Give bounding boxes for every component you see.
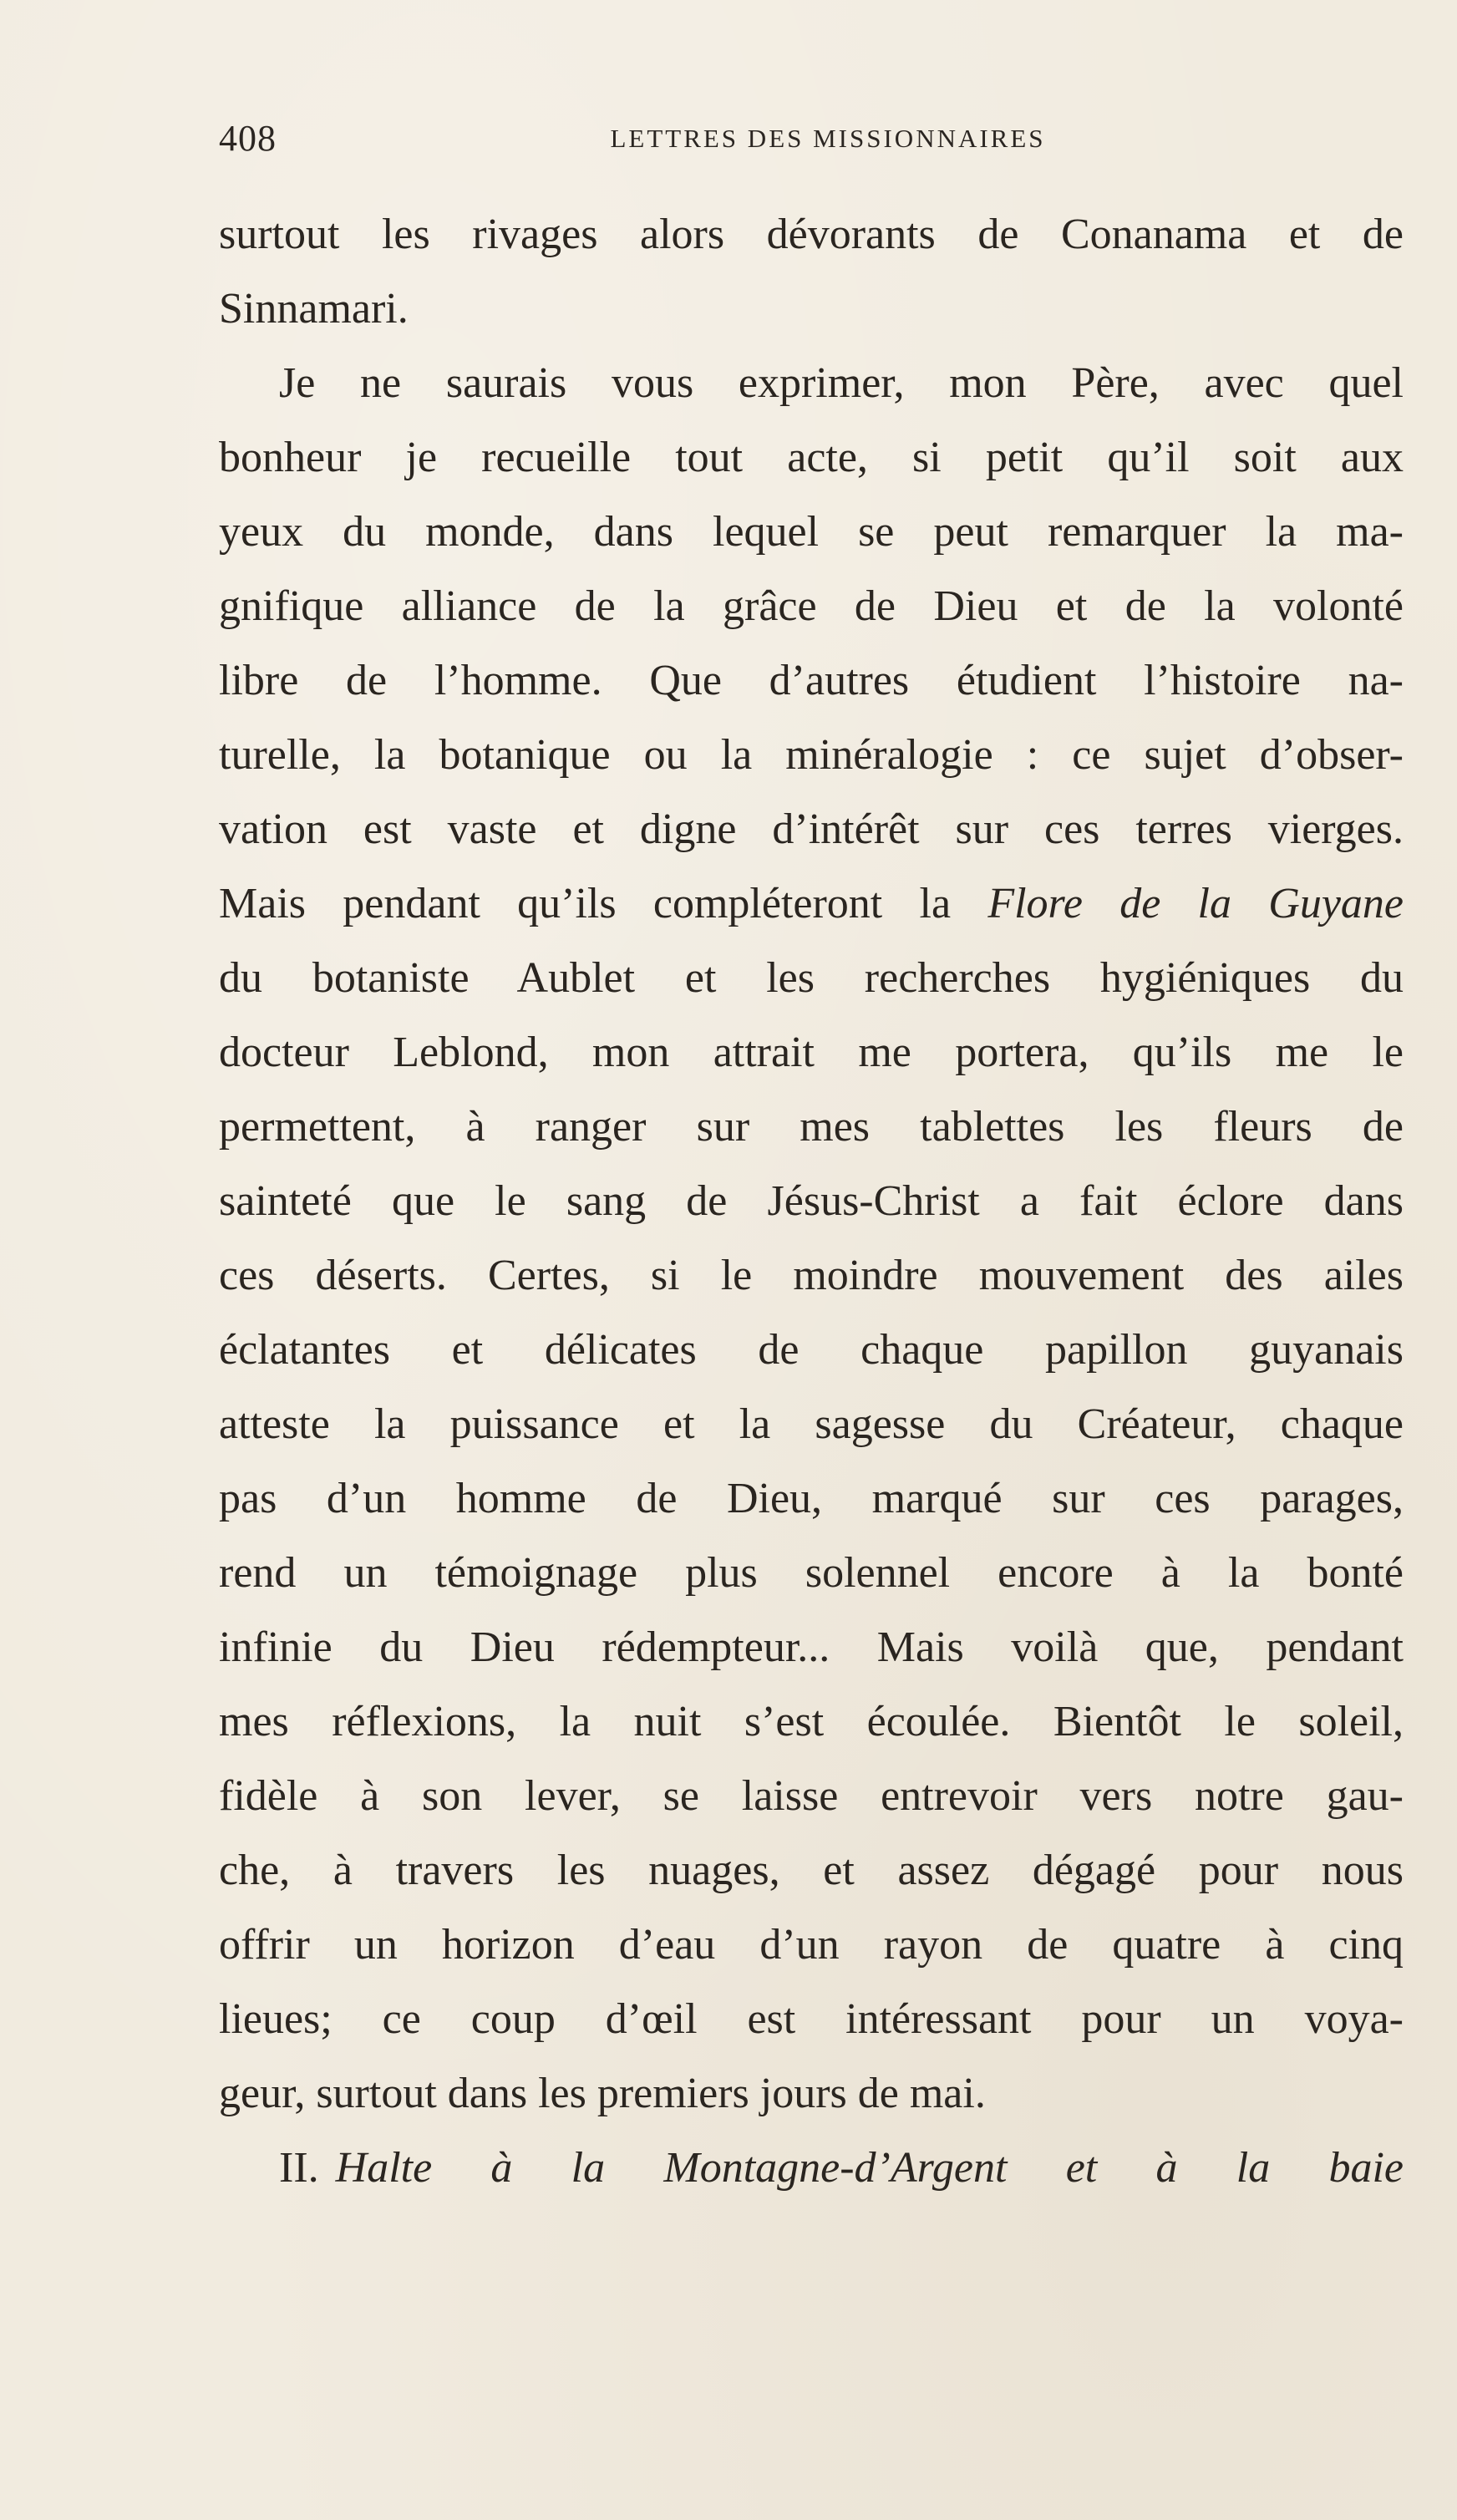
- text-line: vation est vaste et digne d’intérêt sur ces terres vierges.: [219, 805, 1404, 853]
- page-number: 408: [219, 118, 277, 159]
- page-header: [219, 117, 1404, 167]
- text-line: lieues; ce coup d’œil est intéressant pour un voya-: [219, 1995, 1404, 2043]
- text-line: ces déserts. Certes, si le moindre mouvement des ailes: [219, 1252, 1404, 1299]
- body-text: [219, 197, 1404, 2205]
- text-line: yeux du monde, dans lequel se peut remarquer la ma-: [219, 508, 1404, 556]
- text-line: Je ne saurais vous exprimer, mon Père, avec quel: [279, 359, 1404, 407]
- text-line: bonheur je recueille tout acte, si petit qu’il soit aux: [219, 434, 1404, 481]
- running-title: LETTRES DES MISSIONNAIRES: [610, 124, 1046, 153]
- text-line: libre de l’homme. Que d’autres étudient l’histoire na-: [219, 657, 1404, 704]
- text-line: [219, 866, 1404, 941]
- text-line: surtout les rivages alors dévorants de Conanama et de: [219, 211, 1404, 258]
- text-line: pas d’un homme de Dieu, marqué sur ces parages,: [219, 1475, 1404, 1522]
- text-line: gnifique alliance de la grâce de Dieu et de la volonté: [219, 582, 1404, 630]
- text-line: offrir un horizon d’eau d’un rayon de quatre à cinq: [219, 1921, 1404, 1969]
- text-line: du botaniste Aublet et les recherches hygiéniques du: [219, 954, 1404, 1002]
- text-line: mes réflexions, la nuit s’est écoulée. Bientôt le soleil,: [219, 1698, 1404, 1745]
- text-line: infinie du Dieu rédempteur... Mais voilà que, pendant: [219, 1623, 1404, 1671]
- section-heading: [219, 2131, 1404, 2205]
- text-line: rend un témoignage plus solennel encore à la bonté: [219, 1549, 1404, 1597]
- text-segment: Mais pendant qu’ils compléteront la: [219, 880, 988, 927]
- section-title: Halte à la Montagne-d’Argent et à la baie: [335, 2144, 1404, 2192]
- text-line: fidèle à son lever, se laisse entrevoir vers notre gau-: [219, 1772, 1404, 1820]
- text-line: che, à travers les nuages, et assez dégagé pour nous: [219, 1847, 1404, 1894]
- text-line: geur, surtout dans les premiers jours de mai.: [219, 2070, 986, 2117]
- text-line: permettent, à ranger sur mes tablettes les fleurs de: [219, 1103, 1404, 1151]
- italic-title: Flore de la Guyane: [987, 880, 1404, 927]
- text-line: sainteté que le sang de Jésus-Christ a fait éclore dans: [219, 1177, 1404, 1225]
- text-line: docteur Leblond, mon attrait me portera, qu’ils me le: [219, 1029, 1404, 1076]
- text-line: atteste la puissance et la sagesse du Créateur, chaque: [219, 1400, 1404, 1448]
- text-line: turelle, la botanique ou la minéralogie : ce sujet d’obser-: [219, 731, 1404, 779]
- text-line: éclatantes et délicates de chaque papillon guyanais: [219, 1326, 1404, 1374]
- text-line: Sinnamari.: [219, 285, 409, 333]
- section-numeral: II.: [279, 2144, 319, 2192]
